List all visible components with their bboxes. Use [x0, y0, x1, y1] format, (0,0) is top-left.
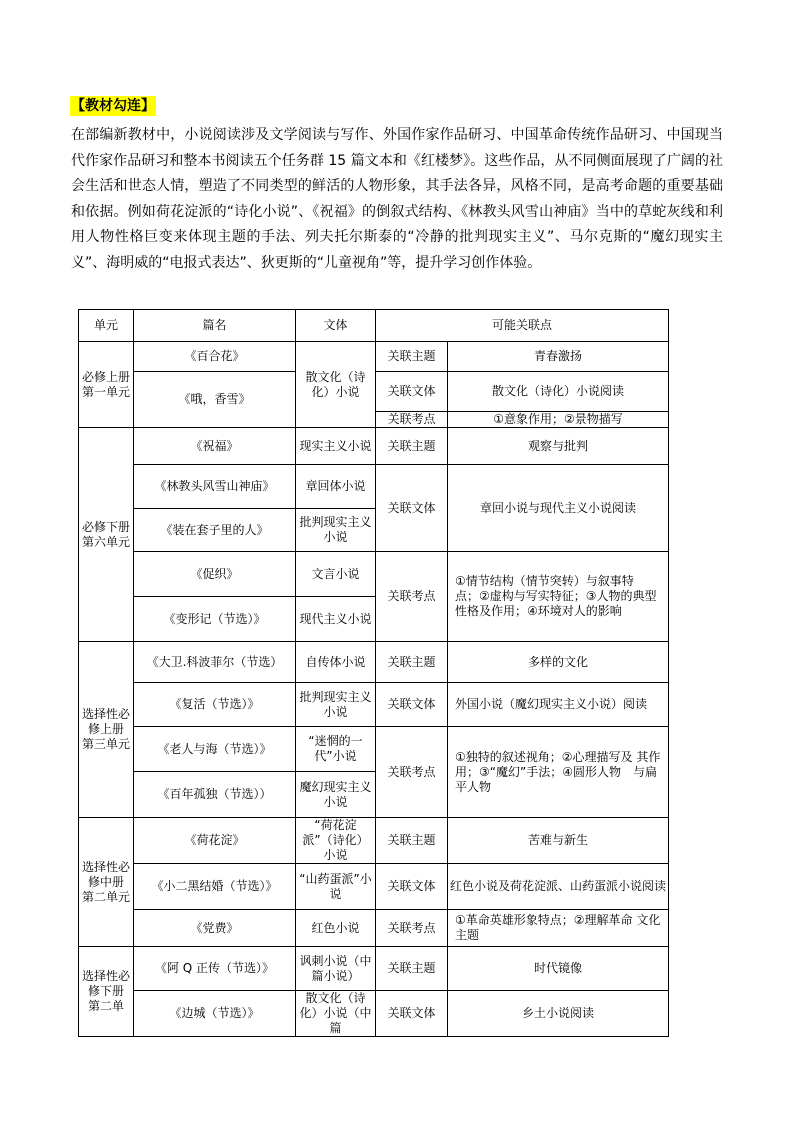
link-type-cell: 关联文体: [376, 683, 448, 727]
genre-cell: 散文化（诗化）小说（中篇: [296, 991, 376, 1037]
table-row: [79, 727, 669, 772]
unit-cell: 选择性必修中册 第二单元: [79, 818, 134, 947]
link-content-cell: ①革命英雄形象特点；②理解革命 文化主题: [448, 910, 669, 947]
table-row: [79, 991, 669, 1037]
table-row: [79, 642, 669, 683]
table-row: [79, 552, 669, 597]
header-cell: 篇名: [134, 310, 296, 342]
table-row: [79, 342, 669, 372]
link-type-cell: 关联考点: [376, 412, 448, 428]
header-cell: 单元: [79, 310, 134, 342]
section-heading: 【教材勾连】: [71, 98, 155, 114]
title-cell: 《百年孤独（节选））: [134, 772, 296, 818]
genre-cell: 红色小说: [296, 910, 376, 947]
link-type-cell: 关联主题: [376, 342, 448, 372]
table-header-row: [79, 310, 669, 342]
link-content-cell: 乡土小说阅读: [448, 991, 669, 1037]
link-type-cell: 关联文体: [376, 864, 448, 910]
genre-cell: 文言小说: [296, 552, 376, 597]
link-type-cell: 关联主题: [376, 947, 448, 991]
title-cell: 《老人与海（节选）》: [134, 727, 296, 772]
link-content-cell: 红色小说及荷花淀派、山药蛋派小说阅读: [448, 864, 669, 910]
genre-cell: 魔幻现实主义小说: [296, 772, 376, 818]
genre-cell: “山药蛋派”小说: [296, 864, 376, 910]
header-cell: 文体: [296, 310, 376, 342]
table-row: [79, 465, 669, 509]
table-row: [79, 818, 669, 864]
intro-paragraph: 在部编新教材中，小说阅读涉及文学阅读与写作、外国作家作品研习、中国革命传统作品研习、中国现当代作家作品研习和整本书阅读五个任务群 15 篇文本和《红楼梦》。这些作品，从不同侧面展现了广阔的社会生活和世态人情，塑造了不同类型的鲜活的人物形象，其手法各异，风格不同，是高考命题的重要基础和依据。例如荷花淀派的“诗化小说”、《祝福》的倒叙式结构、《林教头风雪山神庙》当中的草蛇灰线和利用人物性格巨变来体现主题的手法、列夫托尔斯泰的“冷静的批判现实主义”、马尔克斯的“魔幻现实主义”、海明威的“电报式表达”、狄更斯的“儿童视角”等，提升学习创作体验。: [71, 127, 723, 271]
link-type-cell: 关联考点: [376, 910, 448, 947]
title-cell: 《百合花》: [134, 342, 296, 372]
link-content-cell: 外国小说（魔幻现实主义小说）阅读: [448, 683, 669, 727]
genre-cell: “荷花淀派”（诗化）小说: [296, 818, 376, 864]
title-cell: 《大卫.科波菲尔（节选）: [134, 642, 296, 683]
link-content-cell: 观察与批判: [448, 428, 669, 465]
link-type-cell: 关联文体: [376, 372, 448, 412]
genre-cell: 自传体小说: [296, 642, 376, 683]
title-cell: 《装在套子里的人》: [134, 509, 296, 552]
title-cell: 《林教头风雪山神庙》: [134, 465, 296, 509]
link-type-cell: 关联主题: [376, 642, 448, 683]
genre-cell: 现实主义小说: [296, 428, 376, 465]
genre-cell: 现代主义小说: [296, 597, 376, 642]
table-row: [79, 947, 669, 991]
link-content-cell: ①独特的叙述视角；②心理描写及 其作用；③“魔幻”手法；④圆形人物 与扁平人物: [448, 727, 669, 818]
title-cell: 《复活（节选）》: [134, 683, 296, 727]
title-cell: 《荷花淀》: [134, 818, 296, 864]
title-cell: 《促织》: [134, 552, 296, 597]
table-row: [79, 910, 669, 947]
link-type-cell: 关联主题: [376, 818, 448, 864]
genre-cell: “迷惘的一代”小说: [296, 727, 376, 772]
curriculum-table: [78, 309, 669, 1037]
title-cell: 《变形记（节选）》: [134, 597, 296, 642]
unit-cell: 选择性必修上册 第三单元: [79, 642, 134, 818]
unit-cell: 必修上册 第一单元: [79, 342, 134, 428]
link-content-cell: 章回小说与现代主义小说阅读: [448, 465, 669, 552]
genre-cell: 批判现实主义小说: [296, 509, 376, 552]
genre-cell: 章回体小说: [296, 465, 376, 509]
header-cell: 可能关联点: [376, 310, 669, 342]
link-content-cell: 时代镜像: [448, 947, 669, 991]
link-type-cell: 关联考点: [376, 552, 448, 642]
table-row: [79, 864, 669, 910]
link-content-cell: 多样的文化: [448, 642, 669, 683]
link-content-cell: ①意象作用；②景物描写: [448, 412, 669, 428]
link-type-cell: 关联主题: [376, 428, 448, 465]
title-cell: 《党费》: [134, 910, 296, 947]
genre-cell: 批判现实主义小说: [296, 683, 376, 727]
link-type-cell: 关联文体: [376, 991, 448, 1037]
title-cell: 《哦，香雪》: [134, 372, 296, 428]
link-content-cell: ①情节结构（情节突转）与叙事特 点；②虚构与写实特征；③人物的典型性格及作用；④环境对人的影响: [448, 552, 669, 642]
table-row: [79, 683, 669, 727]
unit-cell: 必修下册 第六单元: [79, 428, 134, 642]
title-cell: 《阿 Q 正传（节选）》: [134, 947, 296, 991]
link-content-cell: 散文化（诗化）小说阅读: [448, 372, 669, 412]
title-cell: 《边城（节选）》: [134, 991, 296, 1037]
genre-cell: 讽刺小说（中篇小说）: [296, 947, 376, 991]
link-type-cell: 关联文体: [376, 465, 448, 552]
unit-cell: 选择性必修下册 第二单: [79, 947, 134, 1037]
link-type-cell: 关联考点: [376, 727, 448, 818]
title-cell: 《祝福》: [134, 428, 296, 465]
table-row: [79, 428, 669, 465]
link-content-cell: 苦难与新生: [448, 818, 669, 864]
link-content-cell: 青春激扬: [448, 342, 669, 372]
genre-cell: 散文化（诗化）小说: [296, 342, 376, 428]
title-cell: 《小二黑结婚（节选）》: [134, 864, 296, 910]
